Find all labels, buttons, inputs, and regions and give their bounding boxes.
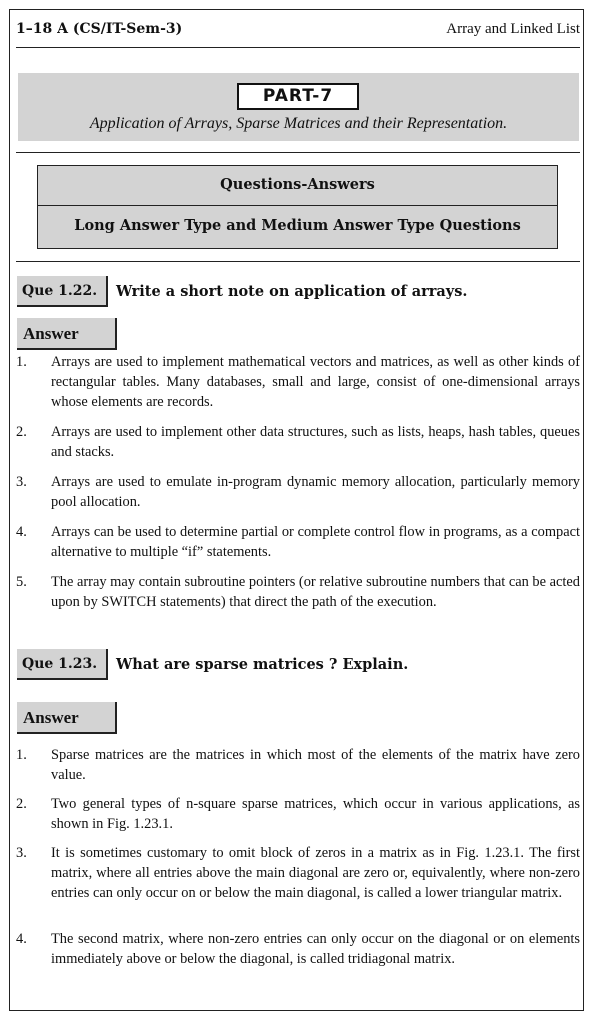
list-item bbox=[16, 422, 580, 462]
header-rule bbox=[16, 47, 580, 48]
section-rule bbox=[16, 261, 580, 262]
item-number: 3. bbox=[16, 845, 27, 861]
list-item bbox=[16, 843, 580, 903]
chapter-title: Array and Linked List bbox=[446, 21, 580, 37]
qa-banner-subtitle: Long Answer Type and Medium Answer Type Questions bbox=[74, 217, 521, 234]
item-number: 4. bbox=[16, 524, 27, 540]
item-text: The array may contain subroutine pointers (or relative subroutine numbers that can be acted upon by SWITCH statements) that direct the path of the execution. bbox=[51, 574, 580, 610]
item-number: 5. bbox=[16, 574, 27, 590]
item-number: 2. bbox=[16, 424, 27, 440]
list-item bbox=[16, 929, 580, 969]
list-item bbox=[16, 352, 580, 412]
question-text: Write a short note on application of arrays. bbox=[116, 283, 468, 300]
qa-banner-title: Questions-Answers bbox=[38, 166, 557, 206]
item-text: It is sometimes customary to omit block of zeros in a matrix as in Fig. 1.23.1. The first matrix, where all entries above the main diagonal are zero or, equivalently, where non-zero entries can only occur on or below the main diagonal, is called a lower triangular matrix. bbox=[51, 845, 580, 901]
list-item bbox=[16, 572, 580, 612]
item-number: 2. bbox=[16, 796, 27, 812]
answer-label: Answer bbox=[17, 318, 117, 350]
part-subtitle: Application of Arrays, Sparse Matrices and their Representation. bbox=[89, 115, 508, 132]
item-number: 4. bbox=[16, 931, 27, 947]
item-text: Arrays are used to implement other data structures, such as lists, heaps, hash tables, queues and stacks. bbox=[51, 424, 580, 460]
item-text: Arrays are used to implement mathematical vectors and matrices, as well as other kinds of rectangular tables. Many databases, small and large, consist of one-dimensional arrays whose elements are records. bbox=[51, 354, 580, 410]
answer-label: Answer bbox=[17, 702, 117, 734]
qa-banner bbox=[37, 165, 558, 249]
item-text: Two general types of n-square sparse matrices, which occur in various applications, as shown in Fig. 1.23.1. bbox=[51, 796, 580, 832]
item-number: 1. bbox=[16, 747, 27, 763]
item-text: Arrays can be used to determine partial or complete control flow in programs, as a compact alternative to multiple “if” statements. bbox=[51, 524, 580, 560]
question-text: What are sparse matrices ? Explain. bbox=[116, 656, 409, 673]
question-label: Que 1.22. bbox=[17, 276, 108, 307]
list-item bbox=[16, 745, 580, 785]
list-item bbox=[16, 472, 580, 512]
item-number: 3. bbox=[16, 474, 27, 490]
list-item bbox=[16, 522, 580, 562]
item-number: 1. bbox=[16, 354, 27, 370]
item-text: The second matrix, where non-zero entries can only occur on the diagonal or on elements immediately above or below the diagonal, is called tridiagonal matrix. bbox=[51, 931, 580, 967]
page-reference: 1–18 A (CS/IT-Sem-3) bbox=[16, 21, 183, 37]
item-text: Sparse matrices are the matrices in which most of the elements of the matrix have zero value. bbox=[51, 747, 580, 783]
item-text: Arrays are used to emulate in-program dynamic memory allocation, particularly memory pool allocation. bbox=[51, 474, 580, 510]
part-label: PART-7 bbox=[237, 83, 359, 110]
list-item bbox=[16, 794, 580, 834]
part-rule bbox=[16, 152, 580, 153]
question-label: Que 1.23. bbox=[17, 649, 108, 680]
